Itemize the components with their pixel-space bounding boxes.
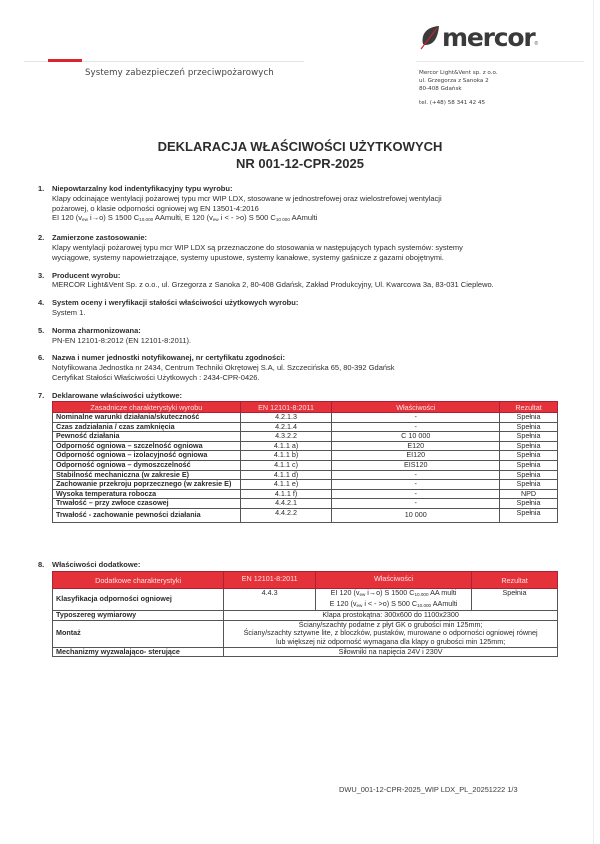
- logo-wordmark: mercor: [442, 22, 535, 52]
- section-heading: Producent wyrobu:: [52, 270, 121, 280]
- company-address: [419, 70, 498, 108]
- table-row: Zachowanie przekroju poprzecznego (w zakresie E) 4.1.1 e) - Spełnia: [53, 480, 558, 490]
- company-phone: tel. (+48) 58 341 42 45: [419, 100, 486, 107]
- table-row: Trwałość - zachowanie pewności działania 4.4.2.2 10 000 Spełnia: [53, 508, 558, 522]
- section-3: 3. Producent wyrobu: MERCOR Light&Vent Sp. z o.o., ul. Grzegorza z Sanoka 2, 80-408 Gdańsk, Zakład Produkcyjny, Ul. Kwarcowa 3a, 83-031 Cieplewo.: [38, 271, 583, 291]
- logo-divider: [416, 61, 584, 62]
- column-header: Dodatkowe charakterystyki: [53, 572, 224, 589]
- document-id-footer: DWU_001-12-CPR-2025_WIP LDX_PL_20251222 1/3: [339, 785, 518, 794]
- table-row: Czas zadziałania / czas zamknięcia 4.2.1.4 - Spełnia: [53, 422, 558, 432]
- table-row: Typoszereg wymiarowy Klapa prostokątna: 300x600 do 1100x2300: [53, 611, 558, 621]
- mercor-logo: [420, 22, 538, 52]
- leaf-icon: [420, 24, 440, 50]
- section-heading: Zamierzone zastosowanie:: [52, 233, 148, 243]
- table-row: Nominalne warunki działania/skuteczność 4.2.1.3 - Spełnia: [53, 413, 558, 423]
- document-title: [0, 138, 600, 172]
- table-row: Mechanizmy wyzwalająco- sterujące Siłowniki na napięcia 24V i 230V: [53, 647, 558, 657]
- additional-properties-table: [52, 571, 558, 657]
- section-heading: Właściwości dodatkowe:: [52, 560, 141, 569]
- registered-mark: ®: [534, 41, 539, 47]
- table-row: Stabilność mechaniczna (w zakresie E) 4.1.1 d) - Spełnia: [53, 470, 558, 480]
- table-row: Odporność ogniowa – izolacyjność ogniowa 4.1.1 b) EI120 Spełnia: [53, 451, 558, 461]
- section-6: 6. Nazwa i numer jednostki notyfikowanej, nr certyfikatu zgodności: Notyfikowana Jednostka nr 2434, Centrum Techniki Okrętowej S.A, ul. Szczecińska 65, 80-392 Gdańsk Certyfikat Stałości Właściwości Użytkowych : 2434-CPR-0426.: [38, 353, 583, 382]
- table-row: Trwałość – przy zwłoce czasowej 4.4.2.1 - Spełnia: [53, 499, 558, 509]
- table-row: Klasyfikacja odporności ogniowej 4.4.3 EI 120 ($v_{ew}$ i→o) S 1500 $C_{10.000}$ AA multi E 120 ($v_{ew}$ i < - >o) S 500 $C_{10.000}$ AAmulti Spełnia: [53, 589, 558, 611]
- company-city: 80-408 Gdańsk: [419, 85, 462, 92]
- column-header: Właściwości: [332, 402, 500, 413]
- section-heading: Niepowtarzalny kod indentyfikacyjny typu wyrobu:: [52, 184, 233, 193]
- title-line-1: DEKLARACJA WŁAŚCIWOŚCI UŻYTKOWYCH: [157, 139, 443, 154]
- page-edge: [593, 0, 594, 844]
- column-header: EN 12101-8:2011: [224, 572, 316, 589]
- column-header: Zasadnicze charakterystyki wyrobu: [53, 402, 241, 413]
- column-header: Rezultat: [500, 402, 558, 413]
- section-heading: Norma zharmonizowana:: [52, 325, 141, 335]
- column-header: Właściwości: [316, 572, 472, 589]
- section-heading: Deklarowane właściwości użytkowe:: [52, 390, 183, 400]
- table-row: Odporność ogniowa – szczelność ogniowa 4.1.1 a) E120 Spełnia: [53, 441, 558, 451]
- table-header-row: [53, 572, 558, 589]
- table-header-row: [53, 402, 558, 413]
- company-name: Mercor Light&Vent sp. z o.o.: [419, 70, 498, 76]
- section-1: 1. Niepowtarzalny kod indentyfikacyjny typu wyrobu: Klapy odcinające wentylacji pożarowej typu mcr WIP LDX, stosowane w jednostrefowej oraz wielostrefowej wentylacji pożarowej, o klasie odporności ogniowej wg EN 13501-4:2016 EI 120 ($v_{ew}$ i→o) S 1500 $C_{10.000}$ AAmulti, E 120 ($v_{ew}$ i < - >o) S 500 $C_{10 000}$ AAmulti: [38, 184, 583, 225]
- section-7: 7. Deklarowane właściwości użytkowe:: [38, 391, 583, 401]
- section-8: 8. Właściwości dodatkowe:: [38, 560, 583, 578]
- header-accent-bar: [48, 59, 82, 62]
- company-street: ul. Grzegorza z Sanoka 2: [419, 77, 489, 84]
- declaration-sections: [38, 184, 583, 409]
- column-header: Rezultat: [472, 572, 558, 589]
- section-2: 2. Zamierzone zastosowanie: Klapy wentylacji pożarowej typu mcr WIP LDX są przeznaczone do stosowania w następujących typach systemów: systemy wyciągowe, systemy napowietrzające, systemy upustowe, systemy kanałowe, systemy gaśnicze z gazami obojętnymi.: [38, 233, 583, 262]
- table-row: Odporność ogniowa – dymoszczelność 4.1.1 c) EIS120 Spełnia: [53, 460, 558, 470]
- header-tagline: Systemy zabezpieczeń przeciwpożarowych: [85, 68, 274, 78]
- table-row: Pewność działania 4.3.2.2 C 10 000 Spełnia: [53, 432, 558, 442]
- table-row: Wysoka temperatura robocza 4.1.1 f) - NPD: [53, 489, 558, 499]
- declared-properties-table: [52, 401, 558, 523]
- classification-line: EI 120 ($v_{ew}$ i→o) S 1500 $C_{10.000}$ AAmulti, E 120 ($v_{ew}$ i < - >o) S 500 $C_{10 000}$ AAmulti: [52, 213, 318, 223]
- section-heading: System oceny i weryfikacji stałości właściwości użytkowych wyrobu:: [52, 298, 299, 308]
- column-header: EN 12101-8:2011: [240, 402, 332, 413]
- section-4: 4. System oceny i weryfikacji stałości właściwości użytkowych wyrobu: System 1.: [38, 298, 583, 318]
- section-heading: Nazwa i numer jednostki notyfikowanej, nr certyfikatu zgodności:: [52, 353, 285, 363]
- section-5: 5. Norma zharmonizowana: PN-EN 12101-8:2012 (EN 12101-8:2011).: [38, 326, 583, 346]
- title-line-2: NR 001-12-CPR-2025: [236, 156, 364, 171]
- table-row: Montaż Ściany/szachty podatne z płyt GK o grubości min 125mm; Ściany/szachty sztywne lite, z bloczków, pustaków, murowane o odporności ogniowej równej lub większej niż odporność wymagana dla klapy o grubości min 125mm;: [53, 620, 558, 647]
